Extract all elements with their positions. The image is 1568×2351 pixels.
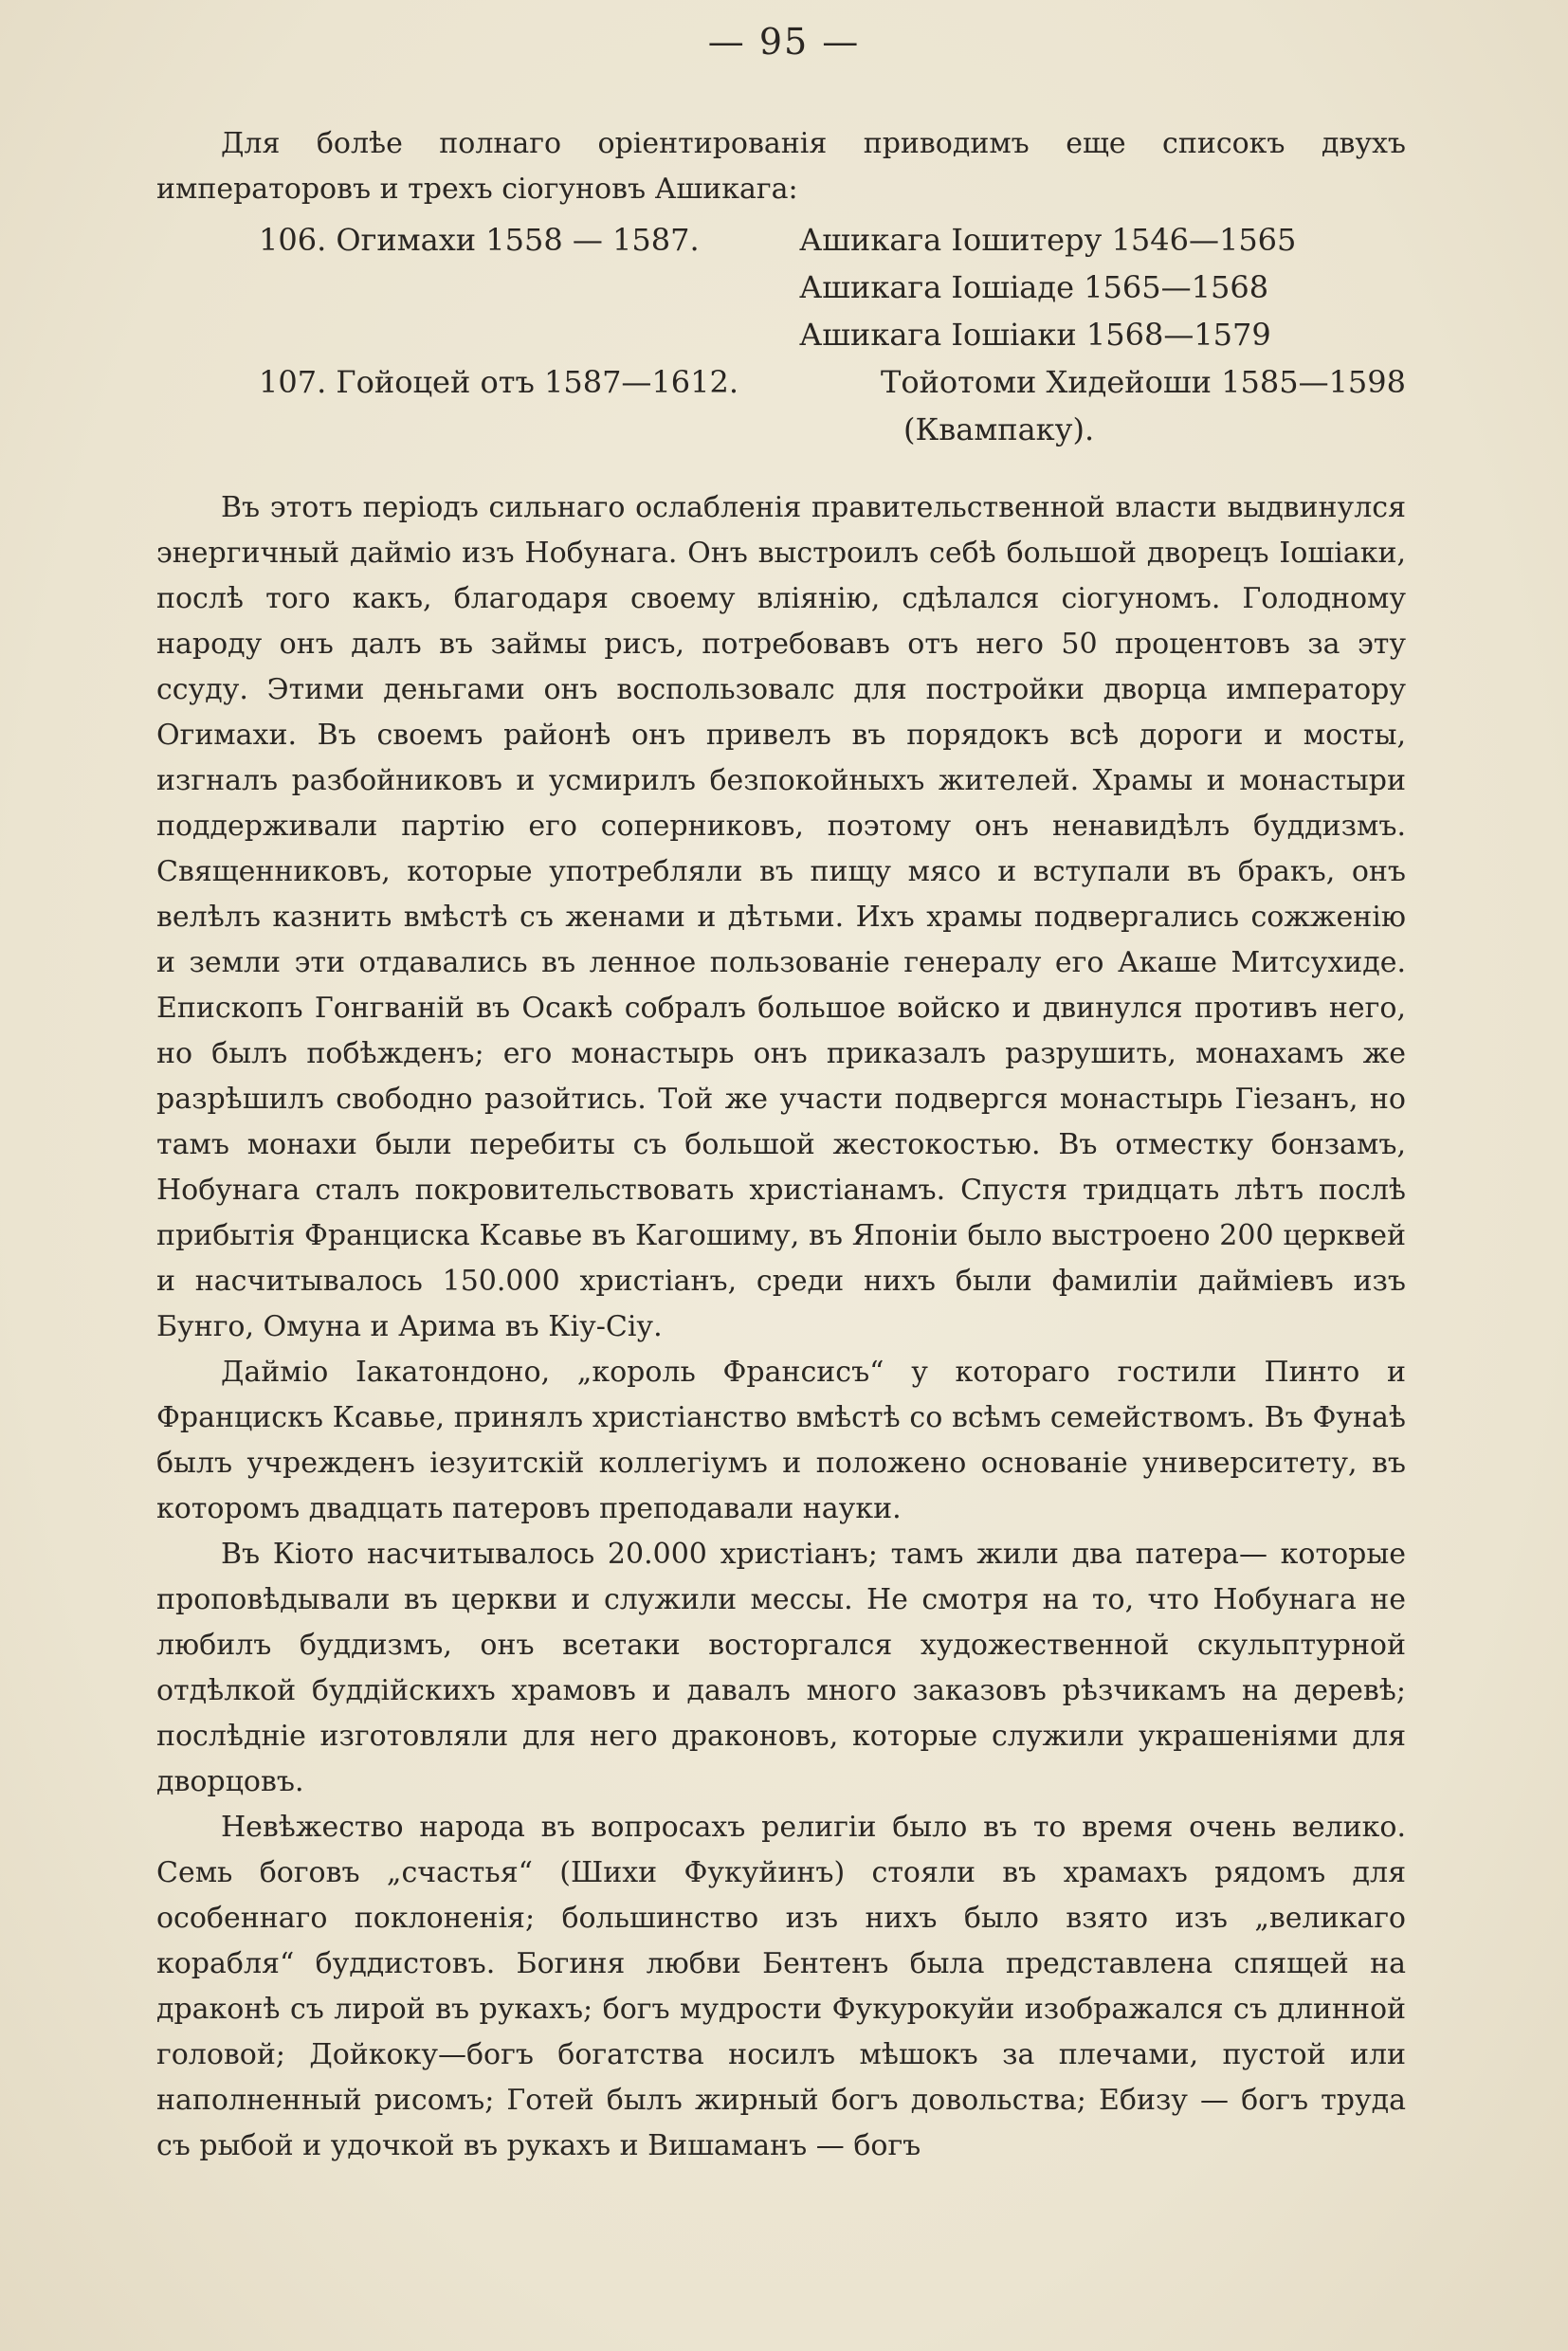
emperor-entry: 106. Огимахи 1558 — 1587. [259, 222, 700, 258]
shogun-entry: Ашикага Іошіаде 1565—1568 [799, 269, 1269, 305]
page-body [156, 121, 1406, 2169]
emperor-entry [156, 264, 799, 311]
ruler-row [156, 406, 1406, 453]
body-paragraph: Невѣжество народа въ вопросахъ религіи было въ то время очень велико. Семь боговъ „счастья“ (Шихи Фукуйинъ) стояли въ храмахъ рядомъ для особеннаго поклоненія; большинство изъ нихъ было взято изъ „великаго корабля“ буддистовъ. Богиня любви Бентенъ была представлена спящей на драконѣ съ лирой въ рукахъ; богъ мудрости Фукурокуйи изображался съ длинной головой; Дойкоку—богъ богатства носилъ мѣшокъ за плечами, пустой или наполненный рисомъ; Готей былъ жирный богъ довольства; Ебизу — богъ труда съ рыбой и удочкой въ рукахъ и Вишаманъ — богъ [156, 1811, 1406, 2162]
page-number: — 95 — [707, 21, 861, 63]
emperor-entry [156, 406, 903, 453]
ruler-row [156, 358, 1406, 406]
ruler-row [156, 264, 1406, 311]
emperor-entry [156, 311, 799, 358]
body-paragraph: Даймiо Іакатондоно, „король Франсисъ“ у котораго гостили Пинто и Францискъ Ксавье, принялъ христіанство вмѣстѣ со всѣмъ семействомъ. Въ Фунаѣ былъ учрежденъ іезуитскій коллегіумъ и положено основаніе университету, въ которомъ двадцать патеровъ преподавали науки. [156, 1356, 1406, 1525]
shogun-entry: Ашикага Іошіаки 1568—1579 [799, 317, 1271, 353]
emperor-entry: 107. Гойоцей отъ 1587—1612. [259, 364, 739, 400]
body-paragraph: Въ этотъ періодъ сильнаго ослабленія правительственной власти выдвинулся энергичный даймiо изъ Нобунага. Онъ выстроилъ себѣ большой дворецъ Іошіаки, послѣ того какъ, благодаря своему вліянію, сдѣлался сіогуномъ. Голодному народу онъ далъ въ займы рисъ, потребовавъ отъ него 50 процентовъ за эту ссуду. Этими деньгами онъ воспользовалс для постройки дворца императору Огимахи. Въ своемъ районѣ онъ привелъ въ порядокъ всѣ дороги и мосты, изгналъ разбойниковъ и усмирилъ безпокойныхъ жителей. Храмы и монастыри поддерживали партію его соперниковъ, поэтому онъ ненавидѣлъ буддизмъ. Священниковъ, которые употребляли въ пищу мясо и вступали въ бракъ, онъ велѣлъ казнить вмѣстѣ съ женами и дѣтьми. Ихъ храмы подвергались сожженію и земли эти отдавались въ ленное пользованіе генералу его Акаше Митсухиде. Епископъ Гонгваній въ Осакѣ собралъ большое войско и двинулся противъ него, но былъ побѣжденъ; его монастырь онъ приказалъ разрушить, монахамъ же разрѣшилъ свободно разойтись. Той же участи подвергся монастырь Гiезанъ, но тамъ монахи были перебиты съ большой жестокостью. Въ отместку бонзамъ, Нобунага сталъ покровительствовать христіанамъ. Спустя тридцать лѣтъ послѣ прибытія Франциска Ксавье въ Кагошиму, въ Японіи было выстроено 200 церквей и насчитывалось 150.000 христіанъ, среди нихъ были фамиліи дайміевъ изъ Бунго, Омуна и Арима въ Кіу-Сіу. [156, 491, 1406, 1343]
ruler-row [156, 216, 1406, 264]
intro-paragraph: Для болѣе полнаго оріентированія приводимъ еще списокъ двухъ императоровъ и трехъ сіогуновъ Ашикага: [156, 127, 1406, 206]
body-paragraph: Въ Кіото насчитывалось 20.000 христіанъ; тамъ жили два патера— которые проповѣдывали въ церкви и служили мессы. Не смотря на то, что Нобунага не любилъ буддизмъ, онъ всетаки восторгался художественной скульптурной отдѣлкой буддійскихъ храмовъ и давалъ много заказовъ рѣзчикамъ на деревѣ; послѣдніе изготовляли для него драконовъ, которые служили украшеніями для дворцовъ. [156, 1538, 1406, 1798]
shogun-entry: Ашикага Іошитеру 1546—1565 [799, 222, 1297, 258]
rulers-list [156, 216, 1406, 453]
shogun-entry: (Квампаку). [903, 411, 1095, 447]
ruler-row [156, 311, 1406, 358]
shogun-entry: Тойотоми Хидейоши 1585—1598 [880, 364, 1406, 400]
